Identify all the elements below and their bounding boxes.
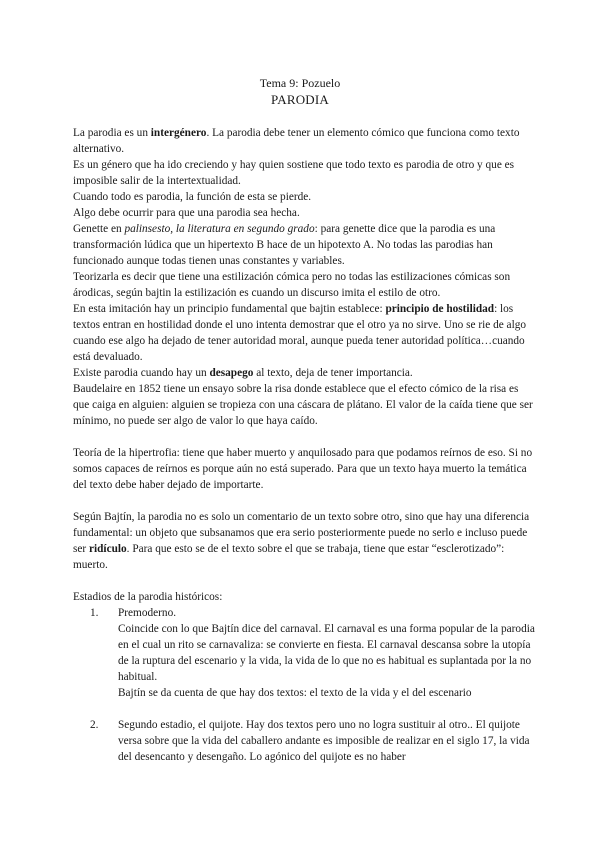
topic-heading: Tema 9: Pozuelo bbox=[259, 76, 341, 90]
paragraph: Cuando todo es parodia, la función de esta se pierde. bbox=[73, 191, 312, 203]
document-body bbox=[73, 125, 535, 765]
paragraph: Según Bajtín, la parodia no es solo un comentario de un texto sobre otro, sino que hay una diferencia fundamental: un objeto que subsanamos que era serio posteriormente puede no serlo e incluso puede ser ridículo. Para que esto se de el texto sobre el que se trabaja, tiene que estar “esclerotizado”: muerto. bbox=[73, 511, 530, 571]
bold-term: principio de hostilidad bbox=[385, 303, 495, 315]
paragraph: La parodia es un intergénero. La parodia debe tener un elemento cómico que funciona como texto alternativo. bbox=[73, 127, 520, 155]
bold-term: intergénero bbox=[150, 127, 207, 139]
paragraph: Genette en palinsesto, la literatura en segundo grado: para genette dice que la parodia es una transformación lúdica que un hipertexto B hace de un hipotexto A. No todas las parodias han funcionado aunque todas tienen unas constantes y variables. bbox=[73, 223, 496, 267]
list-number: 2. bbox=[90, 719, 99, 731]
list-item bbox=[73, 605, 535, 701]
title-block bbox=[0, 75, 600, 109]
page-title: PARODIA bbox=[271, 92, 329, 107]
list-number: 1. bbox=[90, 607, 99, 619]
list-item bbox=[73, 717, 535, 765]
paragraph: Existe parodia cuando hay un desapego al texto, deja de tener importancia. bbox=[73, 367, 413, 379]
book-title: palinsesto, la literatura en segundo grado bbox=[124, 223, 315, 235]
paragraph: Teoría de la hipertrofia: tiene que haber muerto y anquilosado para que podamos reírnos de eso. Si no somos capaces de reírnos es porque aún no está superado. Para que un texto haya muerto la temática del texto debe haber dejado de importarte. bbox=[73, 447, 533, 491]
paragraph: En esta imitación hay un principio fundamental que bajtin establece: principio de hostilidad: los textos entran en hostilidad donde el uno intenta demostrar que el otro ya no sirve. Uno se rie de algo cuando ese algo ha dejado de tener autoridad moral, aunque pueda tener autoridad política…cuando está devaluado. bbox=[73, 303, 527, 363]
bold-term: desapego bbox=[209, 367, 254, 379]
paragraph: Es un género que ha ido creciendo y hay quien sostiene que todo texto es parodia de otro y que es imposible salir de la intertextualidad. bbox=[73, 159, 515, 187]
stages-list bbox=[73, 605, 535, 765]
paragraph: Baudelaire en 1852 tiene un ensayo sobre la risa donde establece que el efecto cómico de la risa es que caiga en alguien: alguien se tropieza con una cáscara de plátano. El valor de la caída tiene que ser mínimo, no puede ser algo de valor lo que haya caído. bbox=[73, 383, 533, 427]
stage-name: Premoderno. bbox=[118, 607, 177, 619]
stage-text: Bajtín se da cuenta de que hay dos textos: el texto de la vida y el del escenario bbox=[118, 687, 472, 699]
bold-term: ridículo bbox=[89, 543, 127, 555]
paragraph: Algo debe ocurrir para que una parodia sea hecha. bbox=[73, 207, 300, 219]
paragraph: Teorizarla es decir que tiene una estilización cómica pero no todas las estilizaciones cómicas son árodicas, según bajtin la estilización es cuando un discurso imita el estilo de otro. bbox=[73, 271, 511, 299]
stages-heading: Estadios de la parodia históricos: bbox=[73, 591, 223, 603]
stage-text: Segundo estadio, el quijote. Hay dos textos pero uno no logra sustituir al otro.. El quijote versa sobre que la vida del caballero andante es imposible de realizar en el siglo 17, la vida del desencanto y desengaño. Lo agónico del quijote es no haber bbox=[118, 719, 530, 763]
stage-text: Coincide con lo que Bajtín dice del carnaval. El carnaval es una forma popular de la parodia en el cual un rito se carnavaliza: se convierte en fiesta. El carnaval descansa sobre la utopía de la ruptura del escenario y la vida, la vida de lo que no es habitual es suplantada por la no habitual. bbox=[118, 623, 535, 683]
